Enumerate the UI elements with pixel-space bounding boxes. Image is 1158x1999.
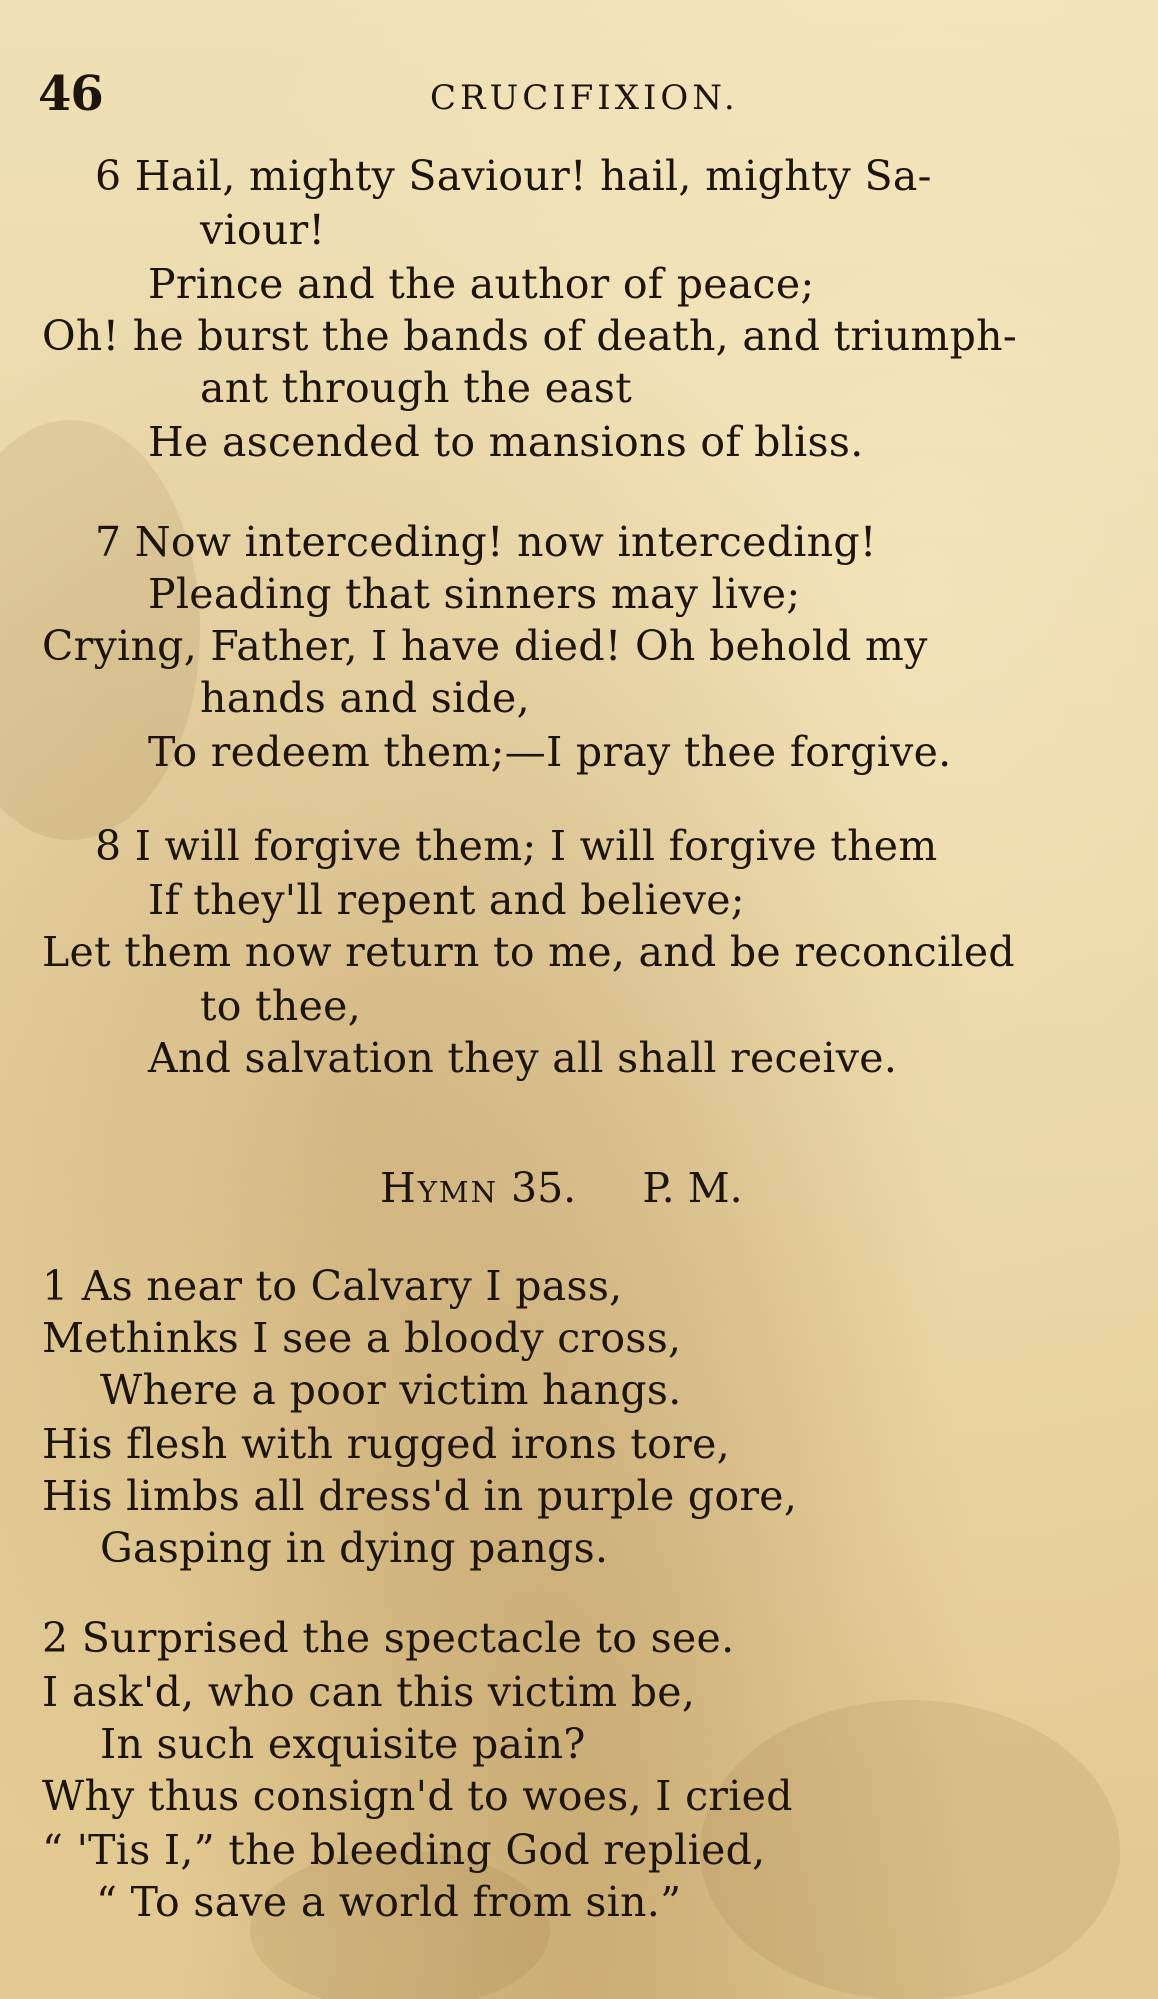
verse-line: Why thus consign'd to woes, I cried: [42, 1772, 793, 1820]
page-number: 46: [38, 66, 103, 122]
verse-line: 6 Hail, mighty Saviour! hail, mighty Sa-: [95, 152, 932, 200]
verse-line: hands and side,: [200, 674, 530, 722]
verse-line: viour!: [200, 206, 326, 254]
verse-line: To redeem them;—I pray thee forgive.: [148, 728, 952, 776]
verse-line: 1 As near to Calvary I pass,: [42, 1262, 623, 1310]
verse-line: His limbs all dress'd in purple gore,: [42, 1472, 798, 1520]
verse-line: Oh! he burst the bands of death, and triumph-: [42, 312, 1018, 360]
verse-line: Where a poor victim hangs.: [100, 1366, 682, 1414]
verse-line: “ 'Tis I,” the bleeding God replied,: [42, 1826, 766, 1874]
verse-line: Let them now return to me, and be reconciled: [42, 928, 1015, 976]
verse-line: Crying, Father, I have died! Oh behold my: [42, 622, 928, 670]
verse-line: I ask'd, who can this victim be,: [42, 1668, 696, 1716]
verse-line: Pleading that sinners may live;: [148, 570, 801, 618]
verse-line: His flesh with rugged irons tore,: [42, 1420, 730, 1468]
verse-line: Prince and the author of peace;: [148, 260, 815, 308]
verse-line: 8 I will forgive them; I will forgive them: [95, 822, 938, 870]
hymn-title-word: Hymn: [380, 1164, 498, 1212]
verse-line: He ascended to mansions of bliss.: [148, 418, 864, 466]
hymn-number: 35.: [511, 1164, 577, 1212]
hymn-meter: P. M.: [642, 1164, 743, 1212]
verse-line: ant through the east: [200, 364, 633, 412]
hymn-title: [380, 1164, 743, 1212]
verse-line: Gasping in dying pangs.: [100, 1524, 609, 1572]
verse-line: 2 Surprised the spectacle to see.: [42, 1614, 735, 1662]
verse-line: “ To save a world from sin.”: [96, 1878, 682, 1926]
verse-line: Methinks I see a bloody cross,: [42, 1314, 682, 1362]
running-head: CRUCIFIXION.: [430, 78, 739, 118]
verse-line: If they'll repent and believe;: [148, 876, 745, 924]
verse-line: In such exquisite pain?: [100, 1720, 586, 1768]
verse-line: And salvation they all shall receive.: [148, 1034, 898, 1082]
verse-line: 7 Now interceding! now interceding!: [95, 518, 877, 566]
verse-line: to thee,: [200, 982, 362, 1030]
